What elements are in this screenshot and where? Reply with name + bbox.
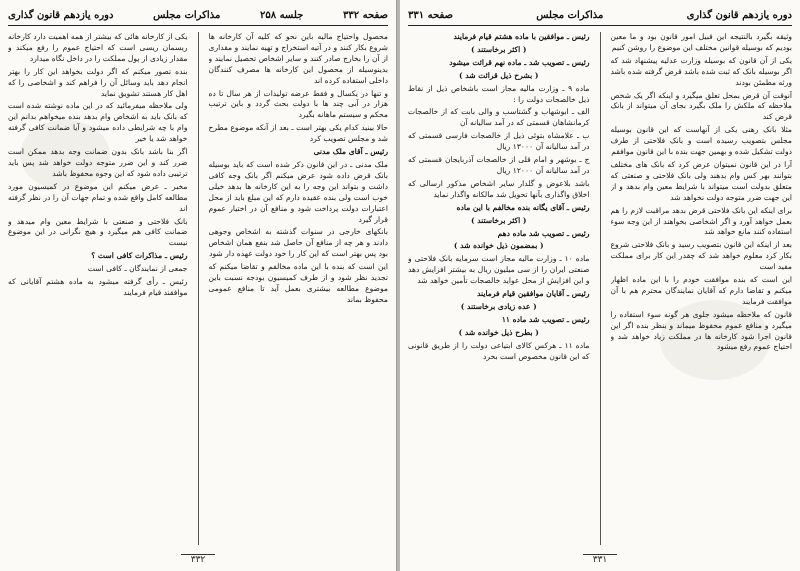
reading-note: ( بشرح ذیل قرائت شد ): [459, 70, 539, 80]
paragraph: ولی ملاحظه میفرمائید که در این ماده نوشته شده است که بانک باید به اشخاص وام بدهد بنده میخواهم بدانم این وام با چه شرایطی داده میشود و آیا ضمانت کافی گرفته خواهد شد یا خیر: [8, 101, 188, 144]
paragraph: وثیقه بگیرد بالنتیجه این قبیل امور قانون بود و ما معین بودیم که بوسیله قوانین مختلف این موضوع را روشن کنیم: [610, 32, 792, 52]
speaker-line: رئیس ـ موافقین با ماده هشتم قیام فرمایند: [453, 32, 590, 41]
article-text: ماده ۹ ـ وزارت مالیه مجاز است باشخاص ذیل از نقاط ذیل خالصجات دولت را :: [408, 83, 590, 104]
speaker-line: رئیس ـ تصویب شد ماده ۱۱: [501, 314, 590, 324]
paragraph: آرا در این قانون نمیتوان عرض کرد که بانک های مختلف بتوانند بهر کس وام بدهند ولی بانک فلاحتی و صنعتی که متعلق بدولت است میتواند با شرایط معین وام بدهد و از این جهت ضرر متوجه دولت نخواهد شد: [610, 159, 792, 202]
text-column-left: [408, 32, 590, 545]
paragraph: مخبر ـ عرض میکنم این موضوع در کمیسیون مورد مطالعه کامل واقع شده و تمام جهات آن را در نظر گرفته اند: [8, 181, 188, 213]
page-number: ۳۳۱: [583, 554, 618, 565]
paragraph: برای اینکه این بانک فلاحتی قرض بدهد مراقبت لازم را هم بعمل خواهد آورد و اگر اشخاصی بخواهند از این وجه سوء استفاده کنند مانع خواهد شد: [610, 205, 792, 237]
reading-note: ( بطرح ذیل خوانده شد ): [458, 327, 539, 337]
left-page-columns: [8, 32, 388, 545]
left-page-footer: [0, 555, 396, 565]
paragraph: حالا بینید کدام یکی بهتر است ـ بعد از آنکه موضوع مطرح شد و مجلس تصویب کرد: [208, 123, 388, 144]
article-item: الف ـ ابوشهاب و گشتاسب و والی بابت که از خالصجات کرمانشاهان قسمتی که در آمد سالیانه آن: [408, 107, 590, 128]
session-label: جلسه ۲۵۸: [259, 9, 304, 21]
paragraph: و تنها در یکسال و فقط عرضه تولیدات از هر سال تا ده هزار در آبی چند ها با دولت بحث گردد و باین ترتیب محکم و سیستم ماهانه بگیرد: [208, 88, 388, 120]
speaker-line: رئیس ـ آقای ملک مدنی: [313, 147, 388, 157]
right-page-footer: [400, 555, 800, 565]
paragraph: این است که بنده موافقت خودم را با این ماده اظهار میکنم و تقاضا دارم که آقایان نمایندگان محترم هم با آن موافقت فرمایند: [610, 275, 792, 306]
speaker-line: رئیس ـ آقایان موافقین قیام فرمایند: [477, 289, 590, 299]
speaker-line: رئیس ـ تصویب شد ـ ماده نهم قرائت میشود: [449, 57, 590, 67]
paragraph: یکی از آن قانون که بوسیله وزارت عدلیه پیشنهاد شد که اگر بوسیله بانک که ثبت شده باشد قرض گرفته شده باشد ورثه مطمئن بودند: [610, 55, 792, 87]
text-column-right: [611, 32, 793, 545]
paragraph: بانک فلاحتی و صنعتی با شرایط معین وام میدهد و ضمانت کافی هم میگیرد و هیچ نگرانی در این موضوع نیست: [8, 216, 188, 248]
paragraph: یکی از کارخانه هائی که بیشتر از همه اهمیت دارد کارخانه ریسمان ریسی است که احتیاج عموم را رفع میکند و مقدار زیادی از پول مملکت را در داخل نگاه میدارد: [8, 32, 188, 63]
paragraph: اگر بنا باشد بانک بدون ضمانت وجه بدهد ممکن است ضرر کند و این ضرر متوجه دولت خواهد شد پس باید ترتیبی داده شود که این وجوه محفوظ باشد: [8, 147, 188, 178]
speaker-line: رئیس ـ مذاکرات کافی است ؟: [91, 251, 188, 261]
page-label: صفحه ۳۳۱: [408, 9, 453, 21]
publication-title: مذاکرات مجلس: [536, 9, 604, 21]
reading-note: ( بمضمون ذیل خوانده شد ): [453, 241, 544, 251]
paragraph: بانکهای خارجی در سنوات گذشته به اشخاص وجوهی دادند و هر چه از منافع آن حاصل شد بنفع همان اشخاص بود پس بهتر است که این کار را خود دولت عهده دار شود: [208, 227, 388, 259]
paragraph: باشد بلاعوض و گلدار سایر اشخاص مذکور ارسالی که اخلاق واگذاری بآنها تحویل شد مالکانه واگذار نماید: [408, 178, 590, 199]
column-divider: [198, 32, 199, 545]
left-page-header: [8, 5, 388, 26]
page-number: ۳۳۲: [181, 554, 216, 565]
vote-note: ( عده زیادی برخاستند ): [460, 301, 537, 311]
right-page-header: [408, 5, 792, 26]
speaker-line: رئیس ـ آقای یگانه بنده مخالفم با این ماده: [456, 202, 590, 212]
paragraph: بعد از اینکه این قانون بتصویب رسید و بانک فلاحتی شروع بکار کرد معلوم خواهد شد که چقدر این کار برای مملکت مفید است: [610, 240, 792, 272]
article-text: ماده ۱۰ ـ وزارت مالیه مجاز است سرمایه بانک فلاحتی و صنعتی ایران را از سی میلیون ریال به بیشتر افزایش دهد و این افزایش از محل عواید خالصجات تأمین خواهد شد: [408, 254, 590, 286]
text-column-right: [209, 32, 389, 545]
vote-note: ( اکثر برخاستند ): [470, 215, 527, 225]
paragraph: ملک مدنی ـ در این قانون ذکر شده است که باید بوسیله بانک قرض داده شود عرض میکنم اگر بانک وجه کافی داشت و بتواند این وجه را به این کارخانه ها بدهد خیلی خوب است ولی بنده عقیده دارم که این مبلغ باید از محل اعتبارات دولت پرداخت شود و منافع آن در اختیار عموم قرار گیرد: [208, 159, 388, 224]
term-label: دوره یازدهم قانون گذاری: [686, 9, 792, 21]
publication-title: مذاکرات مجلس: [153, 9, 221, 21]
paragraph: این است که بنده با این ماده مخالفم و تقاضا میکنم که تجدید نظر شود و از طرف کمیسیون بودجه نسبت باین موضوع مطالعه بیشتری بعمل آید تا منافع عمومی محفوظ بماند: [208, 262, 388, 304]
article-text: ماده ۱۱ ـ هرکس کالای ابتیاعی دولت را از طریق قانونی که این قانون مخصوص است بخرد: [408, 340, 590, 361]
column-divider: [600, 32, 601, 545]
article-item: ج ـ بوشهر و امام قلی از خالصجات آذربایجان قسمتی که در آمد سالیانه آن ۱۲۰۰۰ ریال: [408, 155, 590, 175]
text-column-left: [8, 32, 188, 545]
paragraph: جمعی از نمایندگان ـ کافی است: [87, 264, 188, 274]
paragraph: رئیس ـ رأی گرفته میشود به ماده هشتم آقایانی که موافقند قیام فرمایند: [8, 277, 188, 297]
right-page-columns: [408, 32, 792, 545]
article-item: ب ـ علامشاه بتوئی ذیل از خالصجات فارسی قسمتی که در آمد سالیانه آن ۱۳۰۰۰ ریال: [408, 131, 590, 152]
paragraph: آنوقت آن قرض بمحل تعلق میگیرد و اینکه اگر یک شخص ملاحظه که ملکش را ملک بگیرد بجای آن میتواند از بانک قرض کند: [610, 90, 792, 122]
paragraph: محصول واحتیاج مالیه باین نحو که کلیه آن کارخانه ها شروع بکار کنند و در آتیه استخراج و تهیه نمایند و مقداری از آن را بخارج صادر کنند و سایر اشخاص تحصیل نمایند و بدینوسیله از محصول این کارخانه ها مصرف کنندگان داخلی استفاده کرده اند: [208, 32, 388, 85]
paragraph: مثلا بانک رهنی یکی از آنهاست که این قانون بوسیله مجلس بتصویب رسیده است و بانک فلاحتی از طرف دولت تشکیل شده و بهمین جهت بنده با این قانون موافقم: [610, 125, 792, 157]
right-page: [400, 0, 800, 571]
term-label: دوره یازدهم قانون گذاری: [8, 9, 114, 21]
paragraph: بنده تصور میکنم که اگر دولت بخواهد این کار را بهتر انجام دهد باید وسائل آن را فراهم کند و اشخاصی را که اهل کار هستند تشویق نماید: [8, 66, 188, 98]
vote-note: ( اکثر برخاستند ): [470, 44, 527, 54]
paragraph: قانون که ملاحظه میشود جلوی هر گونه سوء استفاده را میگیرد و منافع عموم محفوظ میماند و بنظر بنده اگر این قانون اجرا شود کارخانه ها در مملکت زیاد خواهد شد و احتیاج عموم رفع میشود: [610, 309, 792, 352]
left-page: [0, 0, 397, 571]
speaker-line: رئیس ـ تصویب شد ماده دهم: [497, 228, 590, 238]
page-label: صفحه ۳۳۲: [343, 9, 388, 21]
